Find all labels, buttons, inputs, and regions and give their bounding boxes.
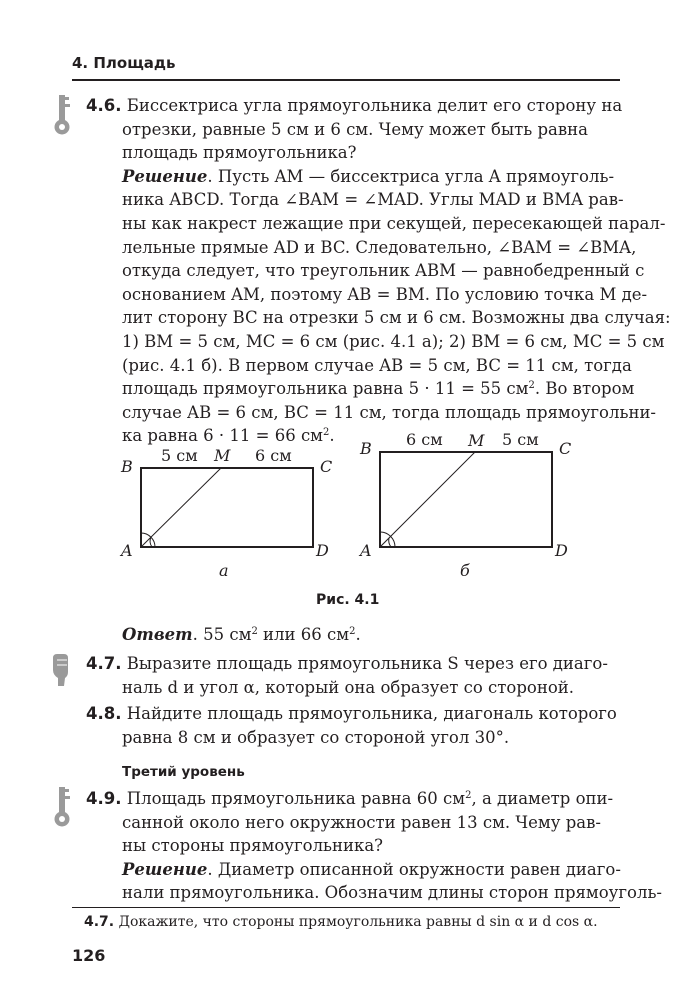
problem-4-9 (86, 787, 663, 905)
solution-text: лит сторону BC на отрезки 5 см и 6 см. Возможны два случая: (122, 308, 671, 328)
superscript: 2 (465, 790, 472, 801)
footnote-text: Докажите, что стороны прямоугольника равны d sin α и d cos α. (114, 914, 598, 930)
problem-text: Найдите площадь прямоугольника, диагональ которого (126, 704, 617, 723)
solution-text: откуда следует, что треугольник ABM — равнобедренный с (122, 261, 645, 281)
solution-label: Решение (122, 859, 208, 879)
solution-text: ны как накрест лежащие при секущей, пересекающей парал- (122, 213, 666, 233)
answer-text: или 66 см (257, 625, 350, 644)
superscript: 2 (349, 626, 356, 637)
solution-text: (рис. 4.1 б). В первом случае AB = 5 см, BC = 11 см, тогда (122, 355, 632, 375)
figure-b (358, 430, 571, 580)
key-icon (52, 786, 72, 828)
solution-text: лельные прямые AD и BC. Следовательно, ∠BAM = ∠BMA, (122, 237, 637, 257)
header-rule (72, 79, 620, 81)
label-d: D (555, 541, 568, 560)
problem-text: Выразите площадь прямоугольника S через его диаго- (126, 654, 608, 673)
problem-text: Площадь прямоугольника равна 60 см (126, 789, 466, 808)
problem-text: площадь прямоугольника? (122, 143, 357, 163)
answer-text: . 55 см (192, 625, 252, 644)
problem-number: 4.9. (86, 789, 122, 808)
pointing-hand-icon (50, 652, 72, 688)
problem-text: отрезки, равные 5 см и 6 см. Чему может быть равна (122, 119, 588, 139)
problem-text: , а диаметр опи- (471, 789, 614, 808)
problem-text: ны стороны прямоугольника? (122, 836, 384, 856)
answer (122, 623, 361, 647)
problem-text: Биссектриса угла прямоугольника делит его сторону на (126, 96, 623, 115)
answer-label: Ответ (122, 625, 193, 644)
section-header: 4. Площадь (72, 54, 176, 72)
subfigure-caption: б (460, 561, 470, 580)
solution-text: . (329, 426, 335, 446)
label-b: B (360, 439, 372, 458)
label-c: C (559, 439, 572, 458)
figure-4-1 (110, 428, 580, 588)
footnote-number: 4.7. (84, 914, 115, 930)
problem-4-7 (86, 652, 620, 699)
figure-caption: Рис. 4.1 (316, 592, 380, 608)
segment-label: 5 см (502, 430, 539, 449)
subfigure-caption: а (219, 561, 229, 580)
angle-arc-b2 (389, 538, 391, 547)
label-m: M (214, 446, 231, 465)
superscript: 2 (251, 626, 258, 637)
label-a: A (360, 541, 372, 560)
answer-text: . (355, 625, 361, 644)
problem-4-6 (86, 94, 671, 448)
bisector-am-b (380, 452, 475, 547)
superscript: 2 (323, 427, 330, 439)
segment-label: 5 см (161, 446, 198, 465)
solution-text: основанием AM, поэтому AB = BM. По условию точка M де- (122, 284, 648, 304)
solution-text: 1) BM = 5 см, MC = 6 см (рис. 4.1 а); 2) BM = 6 см, MC = 5 см (122, 331, 665, 351)
label-b: B (121, 457, 133, 476)
solution-text: нали прямоугольника. Обозначим длины сторон прямоуголь- (122, 883, 663, 903)
problem-number: 4.6. (86, 96, 122, 115)
level-subheading: Третий уровень (122, 764, 245, 780)
segment-label: 6 см (255, 446, 292, 465)
problem-text: санной около него окружности равен 13 см. Чему рав- (122, 812, 601, 832)
label-a: A (121, 541, 133, 560)
rectangle-a (141, 468, 313, 547)
label-m: M (468, 431, 485, 450)
key-icon (52, 94, 72, 136)
solution-text: ника ABCD. Тогда ∠BAM = ∠MAD. Углы MAD и BMA рав- (122, 190, 624, 210)
page-number: 126 (72, 946, 106, 965)
solution-text: . Диаметр описанной окружности равен диаго- (207, 859, 621, 879)
solution-label: Решение (122, 166, 208, 186)
segment-label: 6 см (406, 430, 443, 449)
solution-text: . Пусть AM — биссектриса угла A прямоуголь- (207, 166, 615, 186)
problem-4-8 (86, 702, 620, 749)
solution-text: площадь прямоугольника равна 5 · 11 = 55 см (122, 379, 529, 399)
figure-a (119, 446, 332, 580)
footnote (84, 914, 598, 930)
solution-text: ка равна 6 · 11 = 66 см (122, 426, 324, 446)
solution-text: случае AB = 6 см, BC = 11 см, тогда площадь прямоугольни- (122, 402, 657, 422)
problem-text: наль d и угол α, который она образует со стороной. (122, 677, 575, 697)
label-d: D (316, 541, 329, 560)
footnote-rule (72, 907, 620, 908)
solution-text: . Во втором (534, 379, 635, 399)
rectangle-b (380, 452, 552, 547)
bisector-am-a (141, 468, 221, 547)
problem-number: 4.7. (86, 654, 122, 673)
label-c: C (320, 457, 333, 476)
superscript: 2 (528, 380, 535, 392)
problem-text: равна 8 см и образует со стороной угол 30°. (122, 727, 510, 747)
problem-number: 4.8. (86, 704, 122, 723)
